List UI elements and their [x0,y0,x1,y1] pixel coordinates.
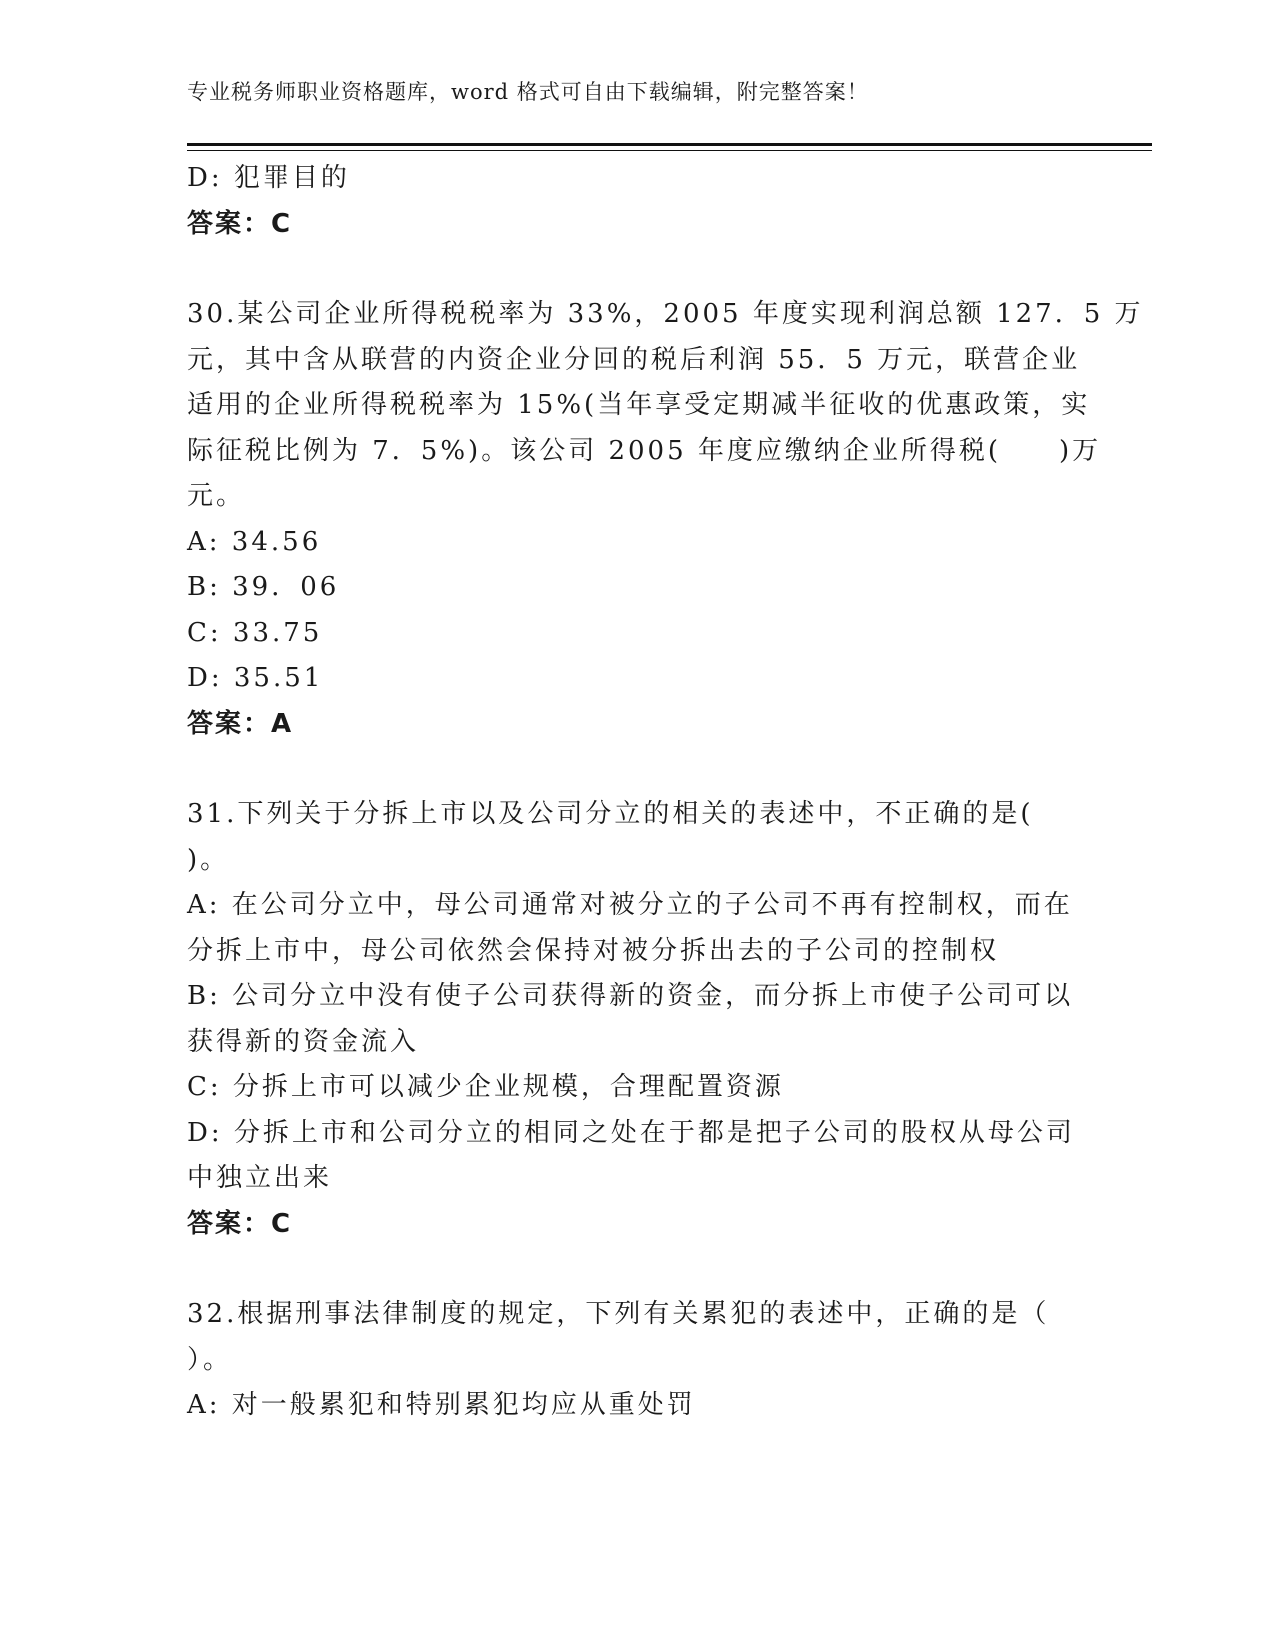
q30-answer: 答案：A [187,708,294,739]
q32-stem-line: 32.根据刑事法律制度的规定，下列有关累犯的表述中，正确的是（ [187,1299,1050,1329]
q31-answer: 答案：C [187,1208,293,1239]
q31-option-line: D: 分拆上市和公司分立的相同之处在于都是把子公司的股权从母公司 [187,1117,1075,1148]
spacer [187,747,1087,792]
q30-option-a: A: 34.56 [187,526,322,557]
question-30 [187,292,1144,747]
q31-option-line: 中独立出来 [187,1163,333,1193]
question-31 [187,792,1087,1247]
header-rule-thin [187,150,1152,151]
q31-option-line: A: 在公司分立中，母公司通常对被分立的子公司不再有控制权，而在 [187,890,1073,920]
page-header: 专业税务师职业资格题库，word 格式可自由下载编辑，附完整答案！ [187,80,869,104]
q30-stem-line: 际征税比例为 7．5%)。该公司 2005 年度应缴纳企业所得税( )万 [187,435,1102,466]
q30-stem-line: 30.某公司企业所得税税率为 33%，2005 年度实现利润总额 127．5 万 [187,299,1144,329]
prev-option-d: D: 犯罪目的 [187,163,350,193]
document-body [187,156,1144,1429]
q30-stem-line: 元。 [187,481,246,511]
header-rule [187,143,1152,146]
prev-answer: 答案：C [187,208,293,239]
q30-option-c: C: 33.75 [187,617,323,648]
q31-stem-line: )。 [187,844,230,875]
q31-option-line: B: 公司分立中没有使子公司获得新的资金，而分拆上市使子公司可以 [187,981,1074,1011]
q31-option-line: C: 分拆上市可以减少企业规模，合理配置资源 [187,1072,784,1102]
q31-stem-line: 31.下列关于分拆上市以及公司分立的相关的表述中，不正确的是( [187,799,1034,829]
spacer [187,247,1087,292]
q30-option-d: D: 35.51 [187,663,324,693]
q30-stem-line: 元，其中含从联营的内资企业分回的税后利润 55．5 万元，联营企业 [187,344,1081,375]
q31-option-line: 分拆上市中，母公司依然会保持对被分拆出去的子公司的控制权 [187,935,1000,966]
question-32 [187,1292,1087,1429]
spacer [187,1247,1087,1292]
q32-stem-line: ）。 [187,1344,233,1375]
q32-option-a: A: 对一般累犯和特别累犯均应从重处罚 [187,1390,696,1420]
q30-stem-line: 适用的企业所得税税率为 15%(当年享受定期减半征收的优惠政策，实 [187,390,1091,420]
q31-option-line: 获得新的资金流入 [187,1026,420,1057]
q30-option-b: B: 39．06 [187,572,340,602]
